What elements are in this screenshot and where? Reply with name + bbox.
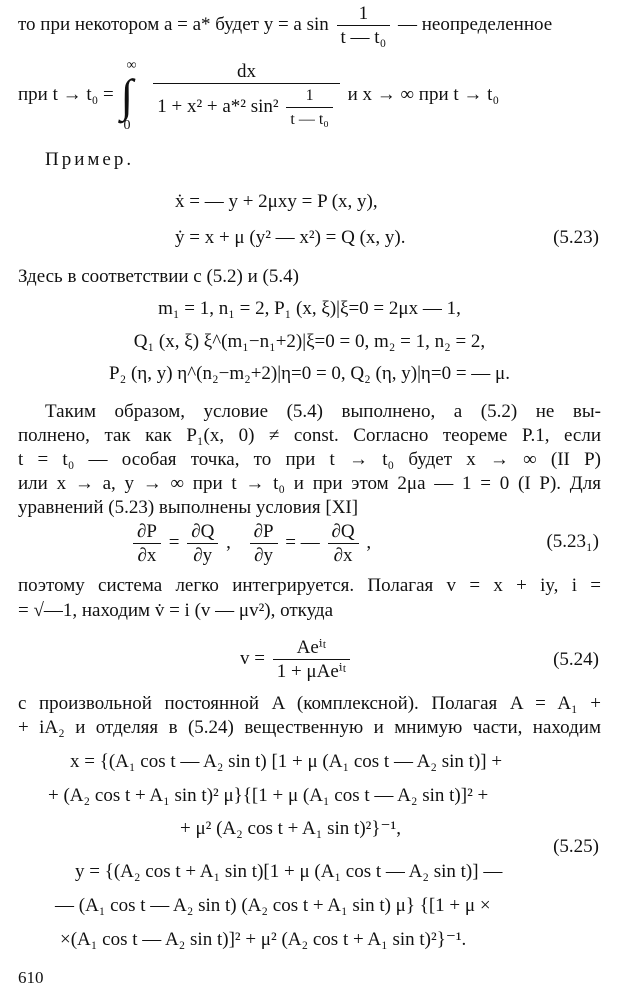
paragraph-line-5: уравнений (5.23) выполнены условия [XI] (18, 497, 359, 518)
integral-sign: ∞ ∫ 0 (118, 66, 140, 126)
example-heading: Пример. (45, 149, 135, 170)
paragraph-line-2: полнено, так как P₁(x, 0) ≠ const. Согласно теореме P.1, если (18, 425, 601, 446)
coefficients-line-3: P₂ (η, y) η^(n₂−m₂+2)|η=0 = 0, Q₂ (η, y)|η=0 = — μ. (109, 363, 510, 384)
fraction-dP-dx: $\frac{\partial P}{\partial x}$ (133, 520, 161, 567)
paragraph-3-line-2: + iA₂ и отделяя в (5.24) вещественную и мнимую части, находим (18, 717, 601, 738)
coefficients-line-2: Q₁ (x, ξ) ξ^(m₁−n₁+2)|ξ=0 = 0, m₂ = 1, n₂ = 2, (133, 331, 486, 352)
integrand-fraction: dx 1 + x² + a*² sin² $\frac{1}{\text{t — t₀}}$ (153, 60, 340, 131)
x-formula-line-3: + μ² (A₂ cos t + A₁ sin t)²}⁻¹, (180, 818, 401, 839)
y-formula-line-1: y = {(A₂ cos t + A₁ sin t)[1 + μ (A₁ cos t — A₂ sin t)] — (75, 861, 503, 882)
equation-number-5-25: (5.25) (553, 836, 599, 857)
text-here: Здесь в соответствии с (5.2) и (5.4) (18, 266, 299, 287)
line-1 (18, 2, 552, 49)
line-1-start: то при некотором a = a* будет y = a sin (18, 13, 329, 35)
equation-number-5-23: (5.23) (553, 227, 599, 248)
coefficients-line-1: m₁ = 1, n₁ = 2, P₁ (x, ξ)|ξ=0 = 2μx — 1, (158, 298, 461, 319)
fraction-1-over-t: $\frac{1}{\text{t — t₀}}$ (337, 2, 391, 49)
equation-x-dot: ẋ = — y + 2μxy = P (x, y), (175, 191, 378, 212)
paragraph-2-line-1: поэтому система легко интегрируется. Полагая v = x + iy, i = (18, 575, 601, 596)
fraction-v: $\frac{\text{Aeⁱᵗ}}{\text{1 + μAeⁱᵗ}}$ (273, 636, 351, 683)
y-formula-line-2: — (A₁ cos t — A₂ sin t) (A₂ cos t + A₁ sin t) μ} {[1 + μ × (55, 895, 491, 916)
integral-prefix: при t → t₀ = (18, 83, 114, 105)
fraction-dQ-dy: $\frac{\partial Q}{\partial y}$ (187, 520, 218, 567)
fraction-dQ-dx: $\frac{\partial Q}{\partial x}$ (328, 520, 359, 567)
page-number: 610 (18, 968, 44, 987)
paragraph-line-1: Таким образом, условие (5.4) выполнено, а (5.2) не вы- (45, 401, 601, 422)
paragraph-2-line-2: = √—1, находим v̇ = i (v — μv²), откуда (18, 600, 334, 621)
paragraph-line-3: t = t₀ — особая точка, то при t → t₀ будет x → ∞ (II P) (18, 449, 601, 470)
x-formula-line-2: + (A₂ cos t + A₁ sin t)² μ}{[1 + μ (A₁ cos t — A₂ sin t)]² + (48, 785, 489, 806)
equation-number-5-24: (5.24) (553, 649, 599, 670)
integral-upper-limit: ∞ (126, 57, 137, 73)
x-formula-line-1: x = {(A₁ cos t — A₂ sin t) [1 + μ (A₁ cos t — A₂ sin t)] + (70, 751, 503, 772)
integral-lower-limit: 0 (123, 117, 131, 133)
solution-v-equation: v = $\frac{\text{Aeⁱᵗ}}{\text{1 + μAeⁱᵗ}}$ (240, 636, 353, 683)
y-formula-line-3: ×(A₁ cos t — A₂ sin t)]² + μ² (A₂ cos t + A₁ sin t)²}⁻¹. (60, 929, 467, 950)
integral-suffix: и x → ∞ при t → t₀ (347, 83, 500, 105)
equation-y-dot: ẏ = x + μ (y² — x²) = Q (x, y). (175, 227, 406, 248)
fraction-dP-dy: $\frac{\partial P}{\partial y}$ (250, 520, 278, 567)
equation-number-5-23-1: (5.23₁) (546, 531, 599, 552)
paragraph-line-4: или x → a, y → ∞ при t → t₀ и при этом 2μa — 1 = 0 (I P). Для (18, 473, 601, 494)
line-1-end: — неопределенное (397, 13, 553, 35)
paragraph-3-line-1: с произвольной постоянной A (комплексной). Полагая A = A₁ + (18, 693, 601, 714)
integral-line (18, 57, 500, 133)
inner-fraction: $\frac{1}{\text{t — t₀}}$ (286, 84, 332, 131)
partial-derivatives-equation: $\frac{\partial P}{\partial x}$ = $\frac{\partial Q}{\partial y}$ , $\frac{\partial P}{\partial y}$ = — $\frac{\partial Q}{\partial x}$ , (130, 520, 371, 567)
